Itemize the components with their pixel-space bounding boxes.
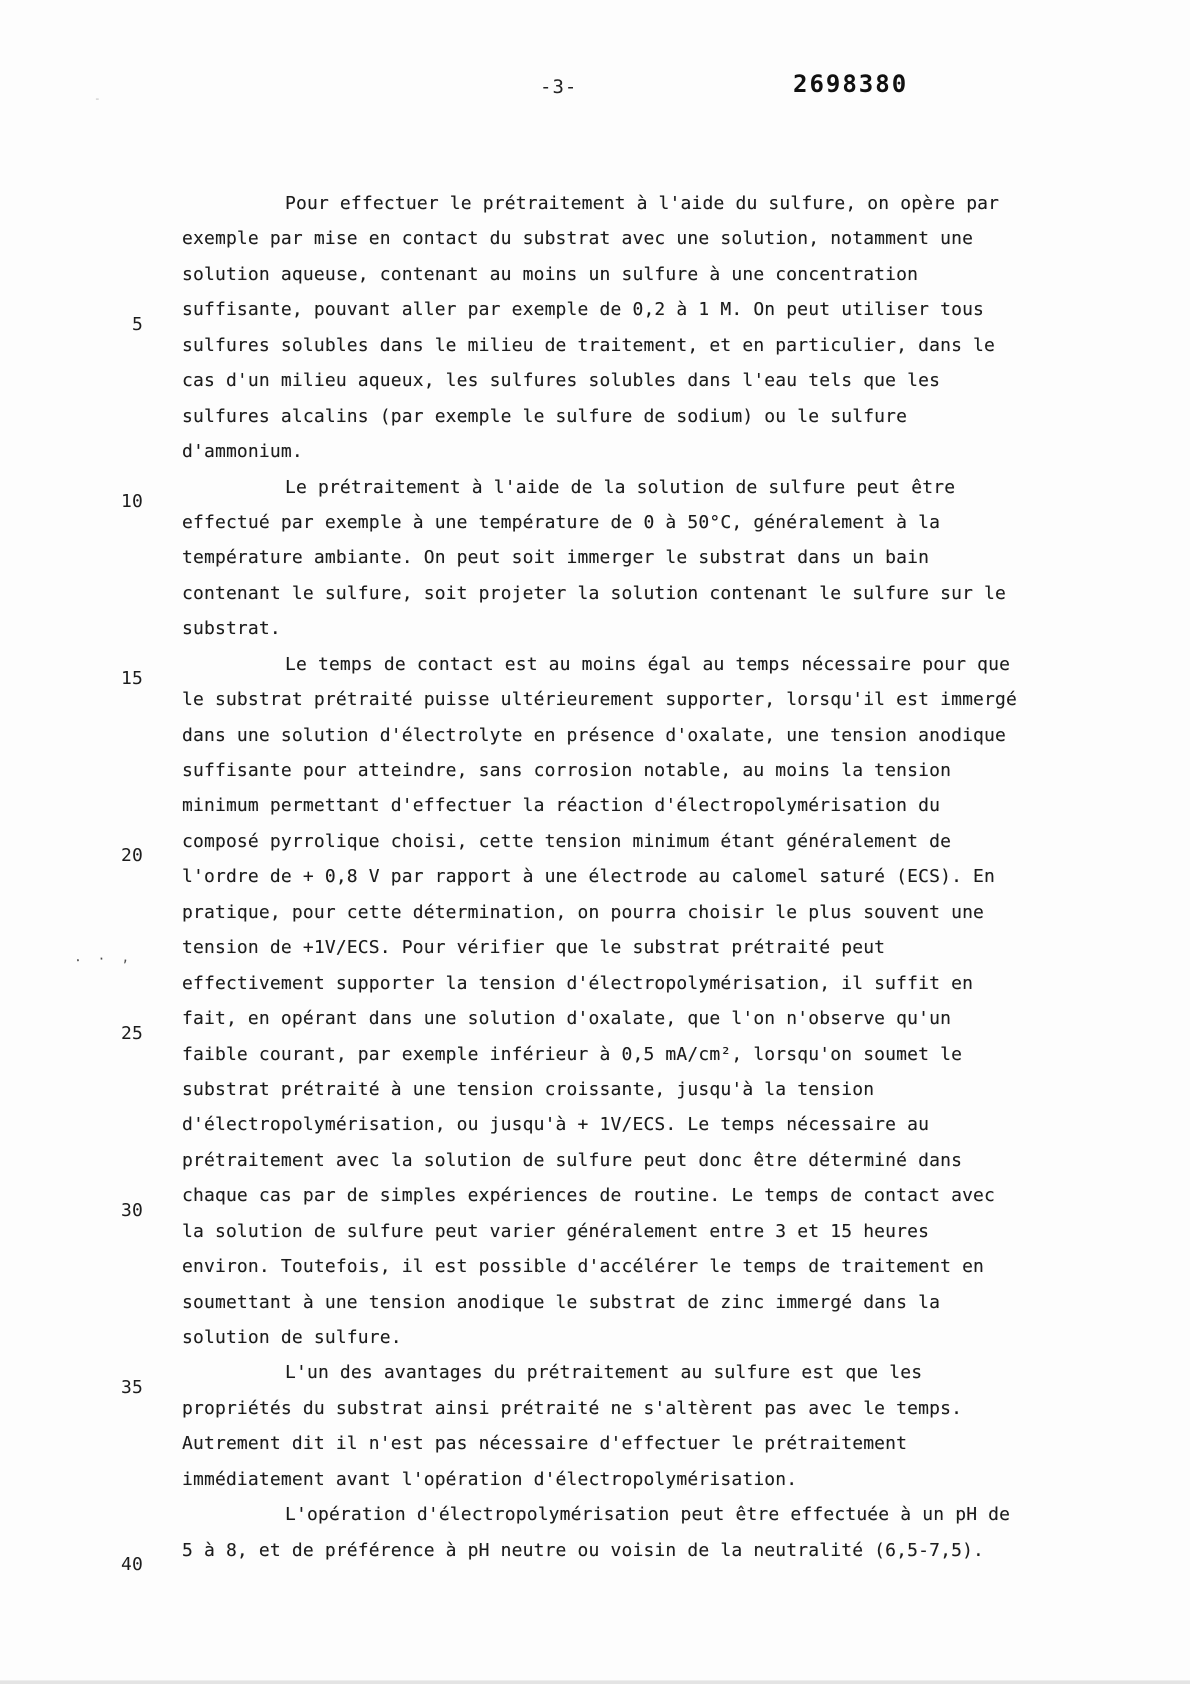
line-text: 5 à 8, et de préférence à pH neutre ou voisin de la neutralité (6,5-7,5). (182, 1539, 985, 1561)
line-text: pratique, pour cette détermination, on pourra choisir le plus souvent une (182, 901, 985, 923)
text-line (0, 1427, 1190, 1490)
text-line (0, 1250, 1190, 1313)
text-line (0, 718, 1190, 781)
line-text: environ. Toutefois, il est possible d'accélérer le temps de traitement en (182, 1256, 985, 1278)
text-line (0, 824, 1190, 888)
line-text: suffisante pour atteindre, sans corrosion notable, au moins la tension (182, 760, 952, 781)
line-text: faible courant, par exemple inférieur à 0,5 mA/cm², lorsqu'on soumet le (182, 1043, 963, 1065)
line-text: température ambiante. On peut soit immerger le substrat dans un bain (182, 547, 930, 569)
text-line (0, 435, 1190, 498)
text-line (0, 966, 1190, 1030)
text-line (0, 1462, 1190, 1526)
text-line (0, 399, 1190, 463)
line-text: substrat. (182, 618, 281, 640)
text-line (0, 1002, 1190, 1065)
text-line (0, 1533, 1190, 1576)
line-text: Pour effectuer le prétraitement à l'aide du sulfure, on opère par (285, 193, 1000, 214)
line-text: solution aqueuse, contenant au moins un sulfure à une concentration (182, 263, 919, 285)
text-line (0, 470, 1190, 533)
line-text: chaque cas par de simples expériences de routine. Le temps de contact avec (182, 1185, 996, 1207)
text-line (0, 1320, 1190, 1384)
text-line (0, 647, 1190, 711)
margin-line-number: 5 (132, 313, 143, 335)
line-text: suffisante, pouvant aller par exemple de 0,2 à 1 M. On peut utiliser tous (182, 299, 985, 321)
margin-line-number: 25 (121, 1022, 143, 1044)
text-line (0, 1498, 1190, 1561)
patent-publication-number: 2698380 (793, 70, 909, 98)
line-text: dans une solution d'électrolyte en présence d'oxalate, une tension anodique (182, 724, 1007, 746)
text-line (0, 328, 1190, 392)
text-line (0, 186, 1190, 250)
margin-line-number: 35 (121, 1376, 143, 1398)
text-line (0, 222, 1190, 285)
text-line (0, 1072, 1190, 1136)
text-line (0, 1391, 1190, 1455)
text-line (0, 612, 1190, 675)
line-text: sulfures solubles dans le milieu de traitement, et en particulier, dans le (182, 334, 996, 356)
line-text: immédiatement avant l'opération d'électropolymérisation. (182, 1468, 798, 1490)
scan-artifact-corner-mark: - (94, 92, 101, 105)
line-text: tension de +1V/ECS. Pour vérifier que le substrat prétraité peut (182, 937, 886, 959)
text-line (0, 364, 1190, 427)
line-text: minimum permettant d'effectuer la réaction d'électropolymérisation du (182, 795, 941, 817)
line-text: propriétés du substrat ainsi prétraité ne s'altèrent pas avec le temps. (182, 1397, 963, 1419)
line-text: Autrement dit il n'est pas nécessaire d'effectuer le prétraitement (182, 1433, 908, 1455)
margin-line-number: 20 (121, 845, 143, 867)
line-text: Le prétraitement à l'aide de la solution de sulfure peut être (285, 476, 956, 498)
text-line (0, 683, 1190, 746)
line-text: soumettant à une tension anodique le substrat de zinc immergé dans la (182, 1291, 941, 1313)
text-line (0, 576, 1190, 640)
text-line (0, 895, 1190, 959)
line-text: la solution de sulfure peut varier généralement entre 3 et 15 heures (182, 1220, 930, 1242)
margin-line-number: 10 (121, 490, 143, 512)
line-text: effectué par exemple à une température de 0 à 50°C, généralement à la (182, 511, 941, 533)
page-number: -3- (540, 76, 578, 98)
text-line (0, 1108, 1190, 1171)
text-line (0, 1037, 1190, 1100)
scan-artifact-margin-mark: · · , (73, 949, 134, 970)
line-text: composé pyrrolique choisi, cette tension minimum étant généralement de (182, 830, 952, 852)
line-text: prétraitement avec la solution de sulfure peut donc être déterminé dans (182, 1149, 963, 1171)
line-text: L'opération d'électropolymérisation peut être effectuée à un pH de (285, 1504, 1011, 1526)
line-text: solution de sulfure. (182, 1327, 402, 1348)
line-text: L'un des avantages du prétraitement au sulfure est que les (285, 1362, 923, 1384)
line-text: Le temps de contact est au moins égal au temps nécessaire pour que (285, 653, 1011, 675)
text-line (0, 753, 1190, 817)
line-text: substrat prétraité à une tension croissante, jusqu'à la tension (182, 1078, 875, 1100)
line-text: l'ordre de + 0,8 V par rapport à une électrode au calomel saturé (ECS). En (182, 866, 996, 888)
text-line (0, 1356, 1190, 1419)
line-text: cas d'un milieu aqueux, les sulfures solubles dans l'eau tels que les (182, 370, 941, 392)
line-text: d'électropolymérisation, ou jusqu'à + 1V/ECS. Le temps nécessaire au (182, 1114, 930, 1136)
line-text: sulfures alcalins (par exemple le sulfure de sodium) ou le sulfure (182, 405, 908, 427)
text-line (0, 541, 1190, 604)
margin-line-number: 30 (121, 1199, 143, 1221)
text-line (0, 1214, 1190, 1278)
text-line (0, 1179, 1190, 1242)
document-body (0, 151, 1190, 1576)
text-line (0, 505, 1190, 569)
line-text: contenant le sulfure, soit projeter la solution contenant le sulfure sur le (182, 582, 1007, 604)
margin-line-number: 40 (121, 1554, 143, 1576)
text-line (0, 257, 1190, 321)
line-text: effectivement supporter la tension d'électropolymérisation, il suffit en (182, 972, 974, 994)
line-text: d'ammonium. (182, 441, 303, 463)
line-text: fait, en opérant dans une solution d'oxalate, que l'on n'observe qu'un (182, 1008, 952, 1030)
line-text: le substrat prétraité puisse ultérieurement supporter, lorsqu'il est immergé (182, 689, 1018, 711)
text-line (0, 151, 1190, 214)
text-line (0, 860, 1190, 923)
text-line (0, 293, 1190, 356)
scan-bottom-edge (0, 1680, 1190, 1684)
text-line (0, 1285, 1190, 1348)
text-line (0, 1143, 1190, 1207)
line-text: exemple par mise en contact du substrat avec une solution, notamment une (182, 228, 974, 250)
text-line (0, 789, 1190, 852)
margin-line-number: 15 (121, 668, 143, 690)
text-line (0, 931, 1190, 994)
